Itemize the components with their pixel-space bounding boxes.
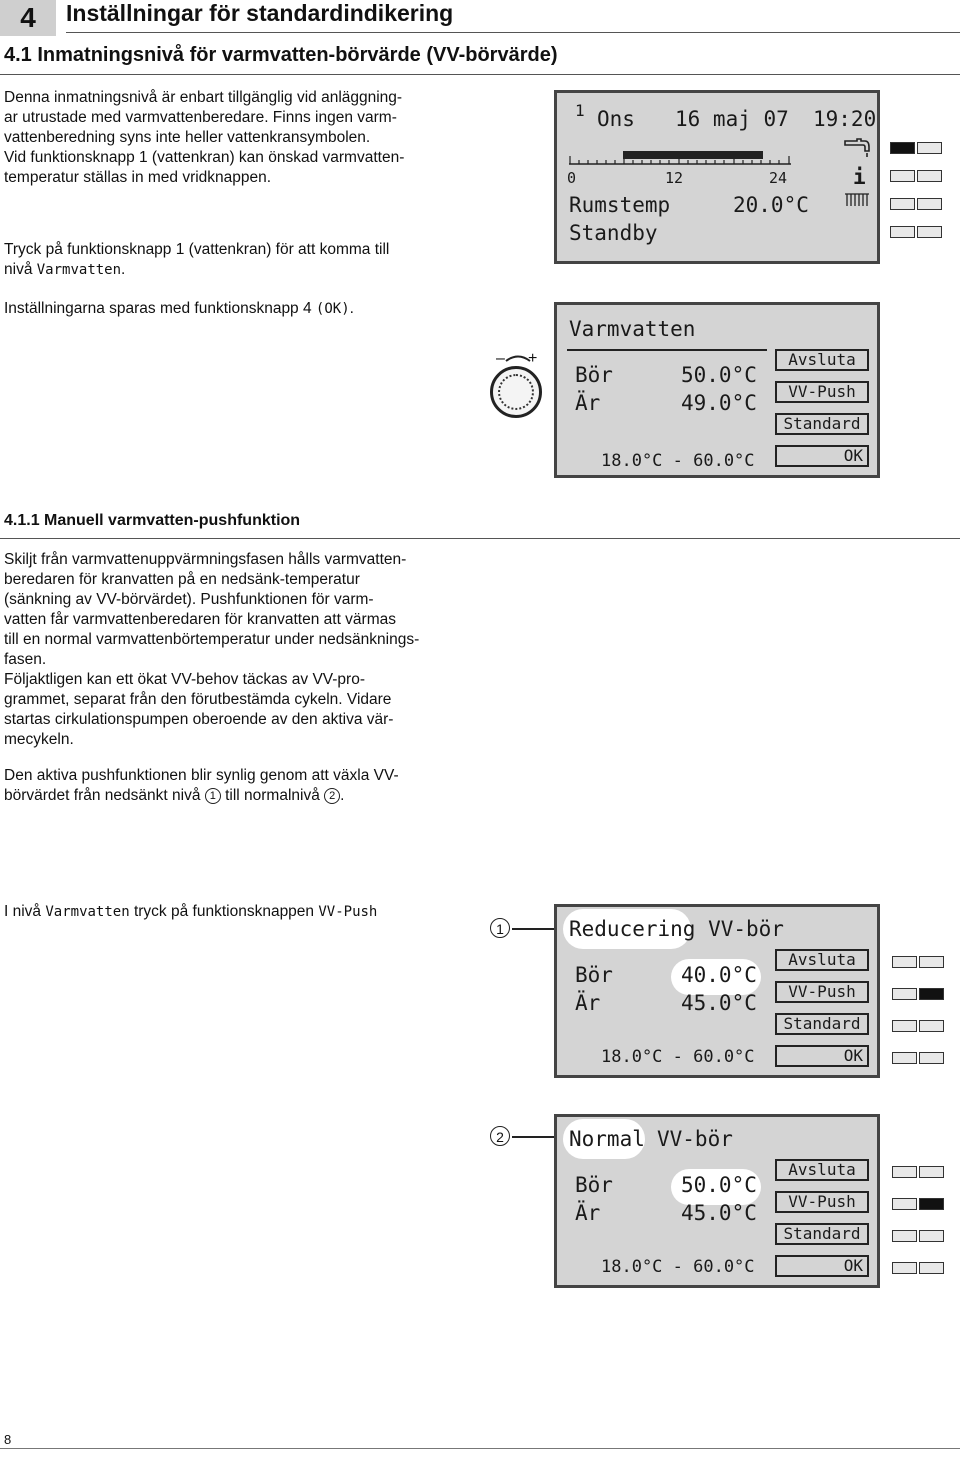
text-line: vatten får varmvattenberedaren för kranvatten att värmas bbox=[4, 611, 396, 628]
section-title: 4.1 Inmatningsnivå för varmvatten-börvärde (VV-börvärde) bbox=[4, 44, 558, 66]
text-line: startas cirkulationspumpen oberoende av den aktiva vär- bbox=[4, 711, 394, 728]
text: börvärdet från nedsänkt nivå bbox=[4, 787, 205, 804]
avsluta-button[interactable]: Avsluta bbox=[775, 1159, 869, 1181]
function-key-1[interactable] bbox=[892, 1166, 946, 1178]
text: . bbox=[340, 787, 345, 804]
function-key-3[interactable] bbox=[892, 1020, 946, 1032]
intro-paragraph-2 bbox=[4, 240, 474, 280]
date-label: 16 maj 07 bbox=[675, 107, 789, 131]
text-line: Följaktligen kan ett ökat VV-behov täckas av VV-pro- bbox=[4, 671, 365, 688]
scale-label-12: 12 bbox=[665, 169, 684, 187]
text: nivå bbox=[4, 261, 37, 278]
room-temp-label: Rumstemp bbox=[569, 193, 671, 217]
day-label: Ons bbox=[597, 107, 635, 131]
level-marker-1-callout: 1 bbox=[490, 918, 510, 938]
code-level-name: Varmvatten bbox=[45, 904, 130, 920]
title-underline bbox=[567, 349, 767, 351]
function-key-3[interactable] bbox=[890, 198, 944, 210]
rotary-knob[interactable] bbox=[490, 366, 542, 418]
display-standard bbox=[554, 90, 880, 264]
vv-push-button[interactable]: VV-Push bbox=[775, 1191, 869, 1213]
function-key-3[interactable] bbox=[892, 1230, 946, 1242]
radiator-icon bbox=[843, 191, 871, 213]
text-line: (sänkning av VV-börvärdet). Pushfunktionen för varm- bbox=[4, 591, 374, 608]
function-key-4[interactable] bbox=[890, 226, 944, 238]
scale-label-24: 24 bbox=[769, 169, 788, 187]
text-line: Vid funktionsknapp 1 (vattenkran) kan önskad varmvatten- bbox=[4, 149, 405, 166]
operating-mode: Standby bbox=[569, 221, 658, 245]
knob-arc-icon bbox=[504, 354, 532, 362]
code-vv-push: VV-Push bbox=[318, 904, 378, 920]
footer-divider bbox=[0, 1448, 960, 1449]
function-key-2[interactable] bbox=[890, 170, 944, 182]
actual-value: 45.0°C bbox=[681, 1201, 757, 1225]
range-label: 18.0°C - 60.0°C bbox=[601, 451, 755, 471]
setpoint-label: Bör bbox=[575, 363, 613, 387]
code-level-name: Varmvatten bbox=[36, 262, 122, 278]
actual-value: 45.0°C bbox=[681, 991, 757, 1015]
time-label: 19:20 bbox=[813, 107, 877, 131]
text: tryck på funktionsknappen bbox=[129, 903, 319, 920]
text: Inställningarna sparas med funktionsknapp 4 bbox=[4, 300, 316, 317]
actual-label: Är bbox=[575, 991, 601, 1015]
code-ok: (OK) bbox=[315, 301, 350, 317]
text-line: Denna inmatningsnivå är enbart tillgänglig vid anläggning- bbox=[4, 89, 403, 106]
intro-paragraph-1 bbox=[4, 88, 474, 188]
display-title: Varmvatten bbox=[569, 317, 696, 341]
subsection-paragraph-3 bbox=[4, 766, 464, 806]
info-icon: i bbox=[853, 165, 866, 189]
text: . bbox=[121, 261, 126, 278]
text-line: vattenberedning syns inte heller vattenkransymbolen. bbox=[4, 129, 371, 146]
text: till normalnivå bbox=[220, 787, 325, 804]
chapter-number: 4 bbox=[0, 0, 56, 36]
subsection-title: 4.1.1 Manuell varmvatten-pushfunktion bbox=[4, 512, 301, 529]
avsluta-button[interactable]: Avsluta bbox=[775, 949, 869, 971]
actual-label: Är bbox=[575, 391, 601, 415]
text: I nivå bbox=[4, 903, 46, 920]
text-line bbox=[4, 260, 474, 280]
range-label: 18.0°C - 60.0°C bbox=[601, 1257, 755, 1277]
text-line: till en normal varmvattenbörtemperatur under nedsänknings- bbox=[4, 631, 420, 648]
function-key-2[interactable] bbox=[892, 1198, 946, 1210]
text: . bbox=[349, 300, 354, 317]
room-temp-value: 20.0°C bbox=[733, 193, 809, 217]
scale-label-0: 0 bbox=[567, 169, 577, 187]
display-varmvatten bbox=[554, 302, 880, 478]
avsluta-button[interactable]: Avsluta bbox=[775, 349, 869, 371]
ok-button[interactable]: OK bbox=[775, 1045, 869, 1067]
knob-minus: – bbox=[496, 350, 505, 367]
standard-button[interactable]: Standard bbox=[775, 413, 869, 435]
function-key-1[interactable] bbox=[892, 956, 946, 968]
level-marker-2-callout: 2 bbox=[490, 1126, 510, 1146]
knob-plus: + bbox=[528, 350, 538, 367]
subsection-paragraph-1 bbox=[4, 550, 464, 750]
vv-push-button[interactable]: VV-Push bbox=[775, 381, 869, 403]
standard-button[interactable]: Standard bbox=[775, 1223, 869, 1245]
text-line bbox=[4, 299, 474, 319]
function-key-4[interactable] bbox=[892, 1052, 946, 1064]
display-title-word2: VV-bör bbox=[657, 1127, 733, 1151]
range-label: 18.0°C - 60.0°C bbox=[601, 1047, 755, 1067]
setpoint-label: Bör bbox=[575, 963, 613, 987]
function-key-4[interactable] bbox=[892, 1262, 946, 1274]
ok-button[interactable]: OK bbox=[775, 1255, 869, 1277]
level-marker-2: 2 bbox=[324, 788, 340, 804]
display-reducering bbox=[554, 904, 880, 1078]
function-key-1[interactable] bbox=[890, 142, 944, 154]
text-line bbox=[4, 902, 464, 922]
heating-period-bar bbox=[623, 151, 763, 159]
text-line: ar utrustade med varmvattenberedare. Finns ingen varm- bbox=[4, 109, 397, 126]
text-line bbox=[4, 786, 464, 806]
display-title-word1: Normal bbox=[569, 1127, 645, 1151]
display-normal bbox=[554, 1114, 880, 1288]
level-marker-1: 1 bbox=[205, 788, 221, 804]
standard-button[interactable]: Standard bbox=[775, 1013, 869, 1035]
actual-value: 49.0°C bbox=[681, 391, 757, 415]
chapter-title: Inställningar för standardindikering bbox=[66, 0, 454, 26]
subsection-divider bbox=[0, 538, 960, 539]
vv-push-button[interactable]: VV-Push bbox=[775, 981, 869, 1003]
text-line: temperatur ställas in med vridknappen. bbox=[4, 169, 272, 186]
text-line: fasen. bbox=[4, 651, 47, 668]
section-divider bbox=[0, 74, 960, 75]
program-index: 1 bbox=[575, 101, 585, 120]
setpoint-value: 50.0°C bbox=[681, 1173, 757, 1197]
text-line: Den aktiva pushfunktionen blir synlig genom att växla VV- bbox=[4, 767, 399, 784]
actual-label: Är bbox=[575, 1201, 601, 1225]
text-line: grammet, separat från den förutbestämda cykeln. Vidare bbox=[4, 691, 392, 708]
intro-paragraph-3 bbox=[4, 299, 474, 319]
text-line: beredaren för kranvatten på en nedsänk-temperatur bbox=[4, 571, 360, 588]
text-line: Skiljt från varmvattenuppvärmningsfasen hålls varmvatten- bbox=[4, 551, 407, 568]
chapter-divider bbox=[66, 32, 960, 33]
function-key-2[interactable] bbox=[892, 988, 946, 1000]
setpoint-value: 40.0°C bbox=[681, 963, 757, 987]
push-instruction bbox=[4, 902, 464, 922]
setpoint-label: Bör bbox=[575, 1173, 613, 1197]
water-tap-icon bbox=[843, 137, 871, 163]
ok-button[interactable]: OK bbox=[775, 445, 869, 467]
text-line: mecykeln. bbox=[4, 731, 74, 748]
setpoint-value: 50.0°C bbox=[681, 363, 757, 387]
page-number: 8 bbox=[4, 1432, 12, 1447]
display-title: Reducering VV-bör bbox=[569, 917, 784, 941]
text-line: Tryck på funktionsknapp 1 (vattenkran) för att komma till bbox=[4, 241, 390, 258]
